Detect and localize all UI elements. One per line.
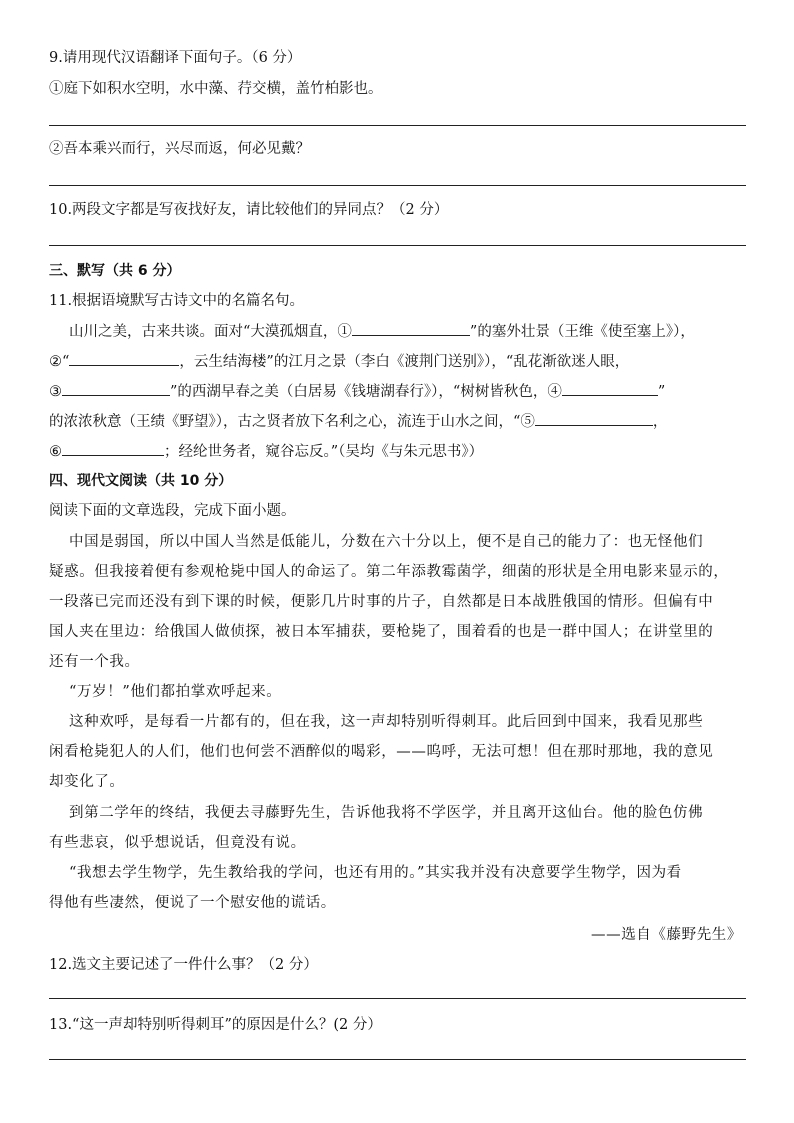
passage-source: ——选自《藤野先生》	[591, 927, 742, 943]
passage-line: 却变化了。	[49, 774, 125, 790]
passage-line: “万岁！”他们都拍掌欢呼起来。	[69, 684, 282, 700]
passage-line: 得他有些凄然，便说了一个慰安他的谎话。	[49, 895, 336, 911]
q13-prompt: 13.“这一声却特别听得刺耳”的原因是什么？(2 分）	[49, 1017, 382, 1033]
answer-line[interactable]	[49, 185, 746, 186]
passage-line: 到第二学年的终结，我便去寻藤野先生，告诉他我将不学医学，并且离开这仙台。他的脸色仿佛	[69, 805, 704, 821]
q12-prompt: 12.选文主要记述了一件什么事？（2 分）	[49, 957, 318, 973]
blank-5[interactable]	[535, 411, 653, 426]
text-fragment: ，	[652, 414, 668, 430]
text-fragment: ，云生结海楼”的江月之景（李白《渡荆门送别》），“乱花渐欲迷人眼，	[179, 354, 630, 370]
text-fragment: ”的西湖早春之美（白居易《钱塘湖春行》），“树树皆秋色，④	[170, 384, 562, 400]
q11-prompt: 11.根据语境默写古诗文中的名篇名句。	[49, 293, 305, 309]
passage-line: 有些悲哀，似乎想说话，但竟没有说。	[49, 835, 306, 851]
blank-6[interactable]	[62, 441, 164, 456]
passage-line: 闲看枪毙犯人的人们，他们也何尝不酒醉似的喝彩，——呜呼，无法可想！但在那时那地，我的意见	[49, 744, 714, 760]
blank-3[interactable]	[62, 381, 170, 396]
q9-sentence-1: ①庭下如积水空明，水中藻、荇交横，盖竹柏影也。	[49, 81, 383, 97]
passage-line: 疑惑。但我接着便有参观枪毙中国人的命运了。第二年添教霉菌学，细菌的形状是全用电影来显示的，	[49, 564, 729, 580]
fill-blank-line	[49, 441, 483, 462]
reading-intro: 阅读下面的文章选段，完成下面小题。	[49, 503, 296, 519]
answer-line[interactable]	[49, 1059, 746, 1060]
passage-line: 还有一个我。	[49, 654, 140, 670]
blank-4[interactable]	[562, 381, 658, 396]
answer-line[interactable]	[49, 998, 746, 999]
blank-1[interactable]	[352, 321, 470, 336]
q9-prompt: 9.请用现代汉语翻译下面句子。（6 分）	[49, 50, 302, 66]
section-title: 四、现代文阅读（共 10 分）	[49, 473, 233, 489]
q9-sentence-2: ②吾本乘兴而行，兴尽而返，何必见戴？	[49, 141, 310, 157]
passage-line: 这种欢呼，是每看一片都有的，但在我，这一声却特别听得刺耳。此后回到中国来，我看见那些	[69, 714, 704, 730]
text-fragment: 的浓浓秋意（王绩《野望》），古之贤者放下名利之心，流连于山水之间，“⑤	[49, 414, 535, 430]
fill-blank-line	[49, 351, 629, 372]
passage-line: 国人夹在里边：给俄国人做侦探，被日本军捕获，要枪毙了，围着看的也是一群中国人；在讲堂里的	[49, 624, 714, 640]
text-fragment: ③	[49, 384, 62, 400]
text-fragment: ”	[657, 384, 666, 400]
answer-line[interactable]	[49, 125, 746, 126]
passage-line: 一段落已完而还没有到下课的时候，便影几片时事的片子，自然都是日本战胜俄国的情形。但偏有中	[49, 594, 714, 610]
answer-line[interactable]	[49, 245, 746, 246]
text-fragment: ；经纶世务者，窥谷忘反。”（吴均《与朱元思书》）	[164, 444, 484, 460]
text-fragment: ②“	[49, 354, 70, 370]
section-title: 三、默写（共 6 分）	[49, 263, 181, 279]
fill-blank-line	[69, 321, 695, 342]
text-fragment: 山川之美，古来共谈。面对“大漠孤烟直，①	[69, 324, 352, 340]
q10-prompt: 10.两段文字都是写夜找好友，请比较他们的异同点？（2 分）	[49, 202, 449, 218]
fill-blank-line	[49, 381, 665, 402]
text-fragment: ”的塞外壮景（王维《使至塞上》），	[469, 324, 695, 340]
blank-2[interactable]	[69, 351, 179, 366]
text-fragment: ⑥	[49, 444, 62, 460]
passage-line: 中国是弱国，所以中国人当然是低能儿，分数在六十分以上，便不是自己的能力了：也无怪他们	[69, 534, 704, 550]
fill-blank-line	[49, 411, 667, 432]
passage-line: “我想去学生物学，先生教给我的学问，也还有用的。”其实我并没有决意要学生物学，因为看	[69, 865, 682, 881]
